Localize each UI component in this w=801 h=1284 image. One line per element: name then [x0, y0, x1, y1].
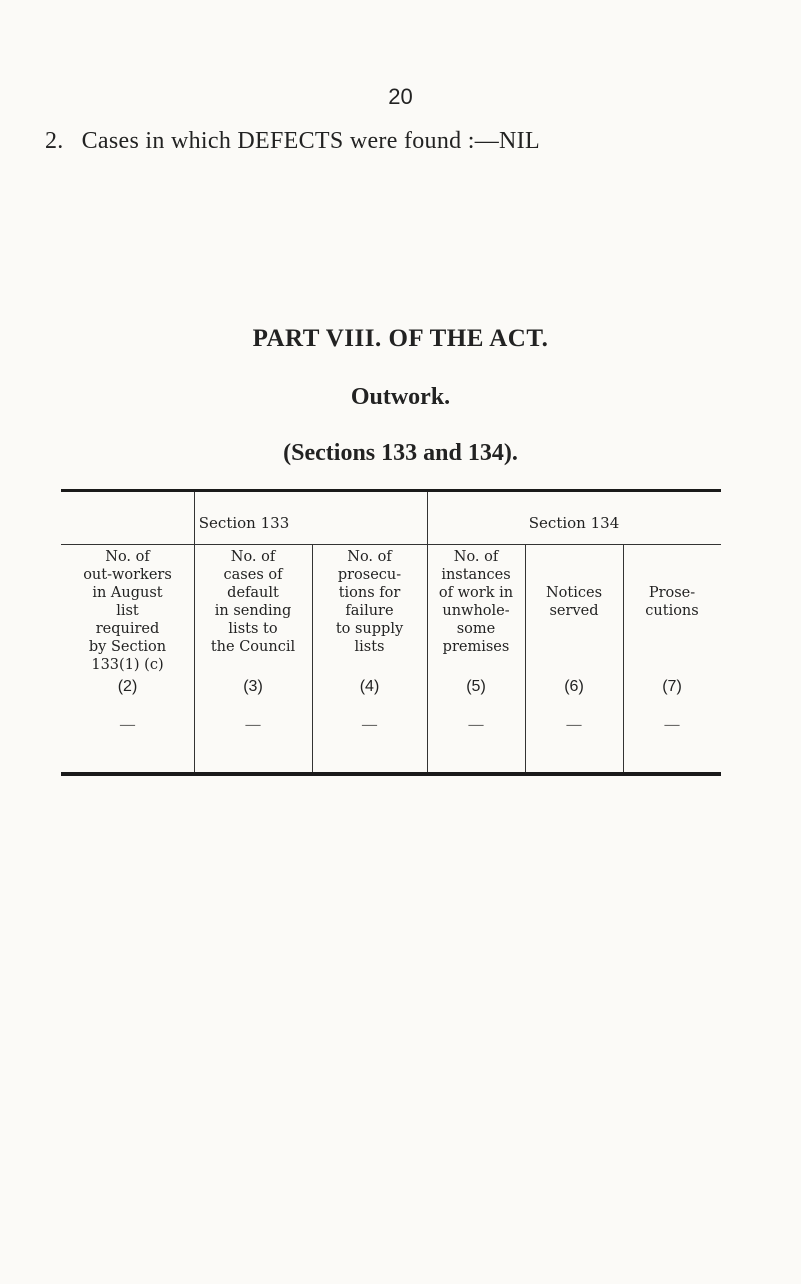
column-heading-unwholesome-premises: No. of instances of work in unwhole- some premises: [438, 549, 514, 655]
table-header-rule: [61, 544, 721, 545]
defects-statement: [45, 128, 540, 155]
outwork-title: Outwork.: [350, 384, 451, 410]
table-cell: —: [245, 717, 261, 733]
column-number: (7): [662, 678, 682, 695]
column-heading-out-workers: No. of out-workers in August list required by Section 133(1) (c): [83, 549, 172, 673]
table-bottom-rule: [61, 772, 721, 776]
column-number: (4): [359, 678, 380, 695]
part-title: PART VIII. OF THE ACT.: [252, 325, 549, 352]
group-label-section-134: Section 134: [528, 514, 620, 532]
table-cell: —: [468, 717, 484, 733]
item-number: 2.: [45, 128, 64, 154]
column-number: (3): [243, 678, 263, 695]
page-number: 20: [388, 84, 413, 109]
group-label-section-133: Section 133: [198, 514, 290, 532]
column-heading-notices-served: Notices served: [545, 585, 603, 619]
column-number: (5): [466, 678, 486, 695]
table-cell: —: [362, 717, 377, 733]
column-heading-prosecutions: Prose- cutions: [645, 585, 699, 619]
column-number: (2): [117, 678, 138, 695]
table-cell: —: [566, 717, 582, 733]
defects-text: Cases in which DEFECTS were found :—NIL: [81, 128, 540, 154]
column-number: (6): [564, 678, 584, 695]
column-heading-cases-of-default: No. of cases of default in sending lists to the Council: [210, 549, 296, 655]
outwork-table: [61, 489, 721, 776]
column-heading-prosecutions-failure: No. of prosecu- tions for failure to supply lists: [335, 549, 404, 655]
table-top-rule: [61, 489, 721, 492]
sections-title: (Sections 133 and 134).: [283, 440, 518, 466]
table-cell: —: [664, 717, 680, 733]
table-cell: —: [120, 717, 135, 733]
